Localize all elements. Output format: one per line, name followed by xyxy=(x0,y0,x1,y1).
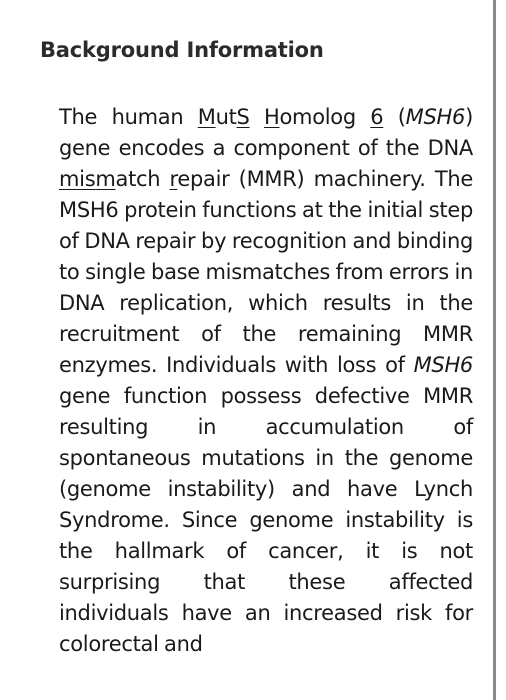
underlined-letter: H xyxy=(263,105,280,129)
body-paragraph xyxy=(59,102,473,660)
text-run: The human xyxy=(59,105,198,129)
text-run: gene encodes a component of the DNA xyxy=(59,136,473,160)
underlined-letters: mis xyxy=(59,167,96,191)
underlined-letter: M xyxy=(197,105,216,129)
gene-name-italic: MSH6 xyxy=(413,353,473,377)
text-run: ut xyxy=(215,105,237,129)
text-run: epair (MMR) machinery. The MSH6 protein functions at the initial step of DNA repair by recognition and binding to single base mismatches from errors in DNA replication, which results in the recruitment of the remaining MMR enzymes. Individuals with loss of xyxy=(59,167,473,377)
underlined-letter: S xyxy=(236,105,250,129)
text-run xyxy=(250,105,264,129)
underlined-letter: 6 xyxy=(370,105,384,129)
text-run: ) xyxy=(465,105,473,129)
text-run: gene function possess defective MMR resulting in accumulation of spontaneous mutations in the genome (genome instability) and have Lynch Syndrome. Since genome instability is the hallmark of cancer, it is not surprising that these affected individuals have an increased risk for colorectal and xyxy=(59,384,473,656)
text-run: omolog xyxy=(279,105,371,129)
section-heading: Background Information xyxy=(40,38,324,62)
page-edge-rule xyxy=(493,0,496,700)
text-run: atch xyxy=(115,167,170,191)
text-run: ( xyxy=(383,105,406,129)
gene-name-italic: MSH6 xyxy=(405,105,466,129)
underlined-letter: r xyxy=(169,167,178,191)
underlined-letter: m xyxy=(95,167,116,191)
